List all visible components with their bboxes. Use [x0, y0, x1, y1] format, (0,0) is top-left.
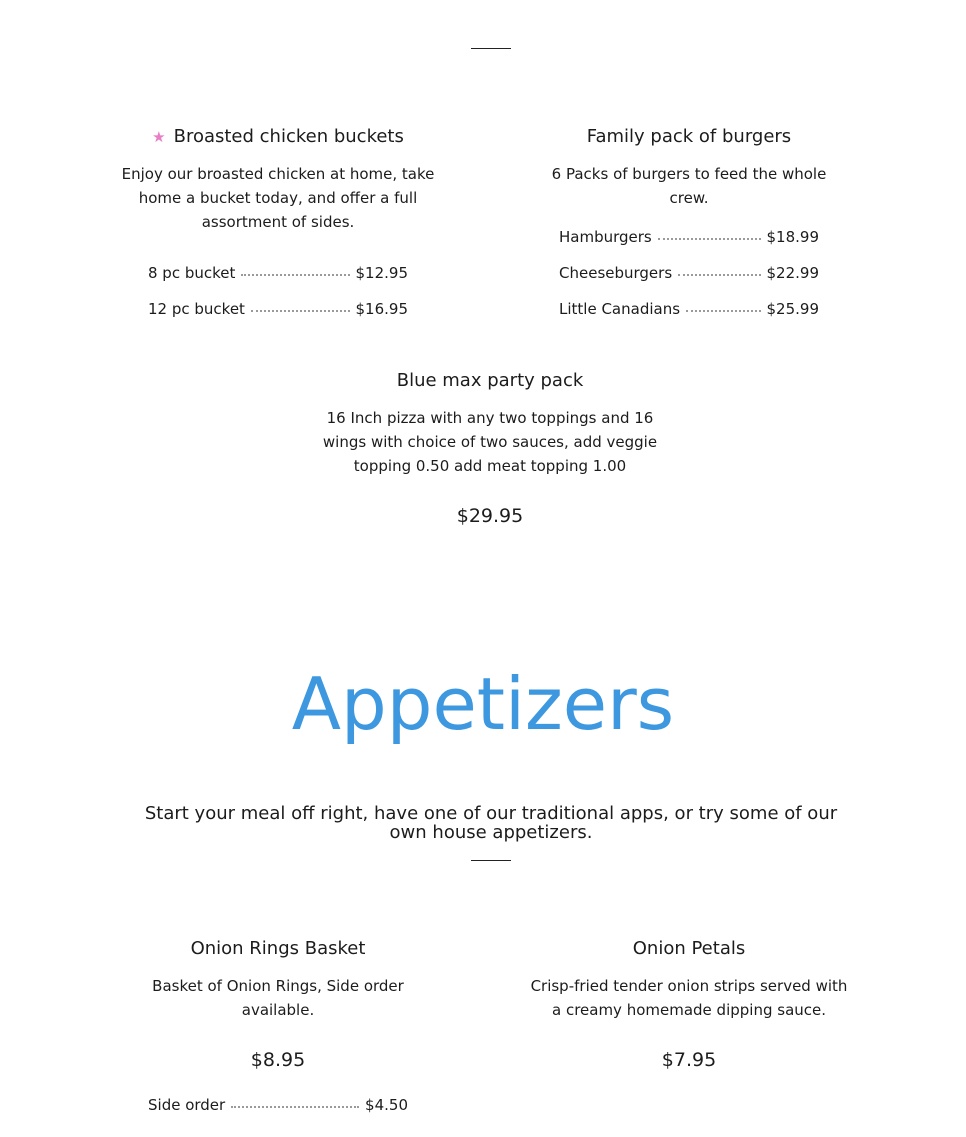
item-description: 16 Inch pizza with any two toppings and 16 wings with choice of two sauces, add veggie topping 0.50 add meat topping 1.00 [322, 409, 658, 475]
item-title: Family pack of burgers [586, 126, 792, 147]
section-intro: Start your meal off right, have one of our traditional apps, or try some of our own house appetizers. [144, 803, 838, 843]
price-row [559, 258, 819, 282]
option-name: Hamburgers [559, 228, 652, 246]
price-row [559, 294, 819, 318]
price-row [148, 1090, 408, 1114]
dot-leader [251, 310, 350, 312]
dot-leader [241, 274, 349, 276]
option-name: Cheeseburgers [559, 264, 673, 282]
option-price: $18.99 [766, 228, 819, 246]
menu-item-onion-rings [118, 937, 438, 1126]
price-list [148, 1090, 408, 1114]
option-name: 8 pc bucket [148, 264, 236, 282]
price-list [559, 222, 819, 318]
item-price: $7.95 [661, 1049, 717, 1071]
item-description: Basket of Onion Rings, Side order available. [152, 977, 404, 1019]
menu-item-family-pack-burgers [530, 125, 848, 330]
menu-item-party-pack [320, 369, 660, 528]
item-price: $8.95 [250, 1049, 306, 1071]
item-price: $29.95 [456, 505, 524, 527]
section-divider [471, 860, 511, 861]
price-row [148, 258, 408, 282]
price-row [559, 222, 819, 246]
section-title: Appetizers [291, 662, 675, 746]
item-description: Enjoy our broasted chicken at home, take home a bucket today, and offer a full assortment of sides. [121, 165, 435, 231]
item-title: Broasted chicken buckets [173, 126, 404, 147]
option-name: 12 pc bucket [148, 300, 245, 318]
price-list [148, 258, 408, 318]
dot-leader [678, 274, 760, 276]
option-name: Little Canadians [559, 300, 681, 318]
item-title: Onion Petals [632, 938, 746, 959]
dot-leader [686, 310, 760, 312]
option-price: $12.95 [355, 264, 408, 282]
section-divider [471, 48, 511, 49]
item-title: Blue max party pack [396, 370, 584, 391]
star-icon: ★ [152, 128, 166, 146]
dot-leader [658, 238, 761, 240]
option-price: $22.99 [766, 264, 819, 282]
option-price: $25.99 [766, 300, 819, 318]
option-price: $4.50 [365, 1096, 408, 1114]
price-row [148, 294, 408, 318]
menu-item-onion-petals [530, 937, 848, 1072]
item-description: 6 Packs of burgers to feed the whole crew. [551, 165, 827, 207]
item-title: Onion Rings Basket [190, 938, 366, 959]
option-price: $16.95 [355, 300, 408, 318]
item-description: Crisp-fried tender onion strips served with a creamy homemade dipping sauce. [530, 977, 848, 1019]
menu-item-broasted-chicken [120, 125, 436, 330]
dot-leader [231, 1106, 359, 1108]
option-name: Side order [148, 1096, 226, 1114]
